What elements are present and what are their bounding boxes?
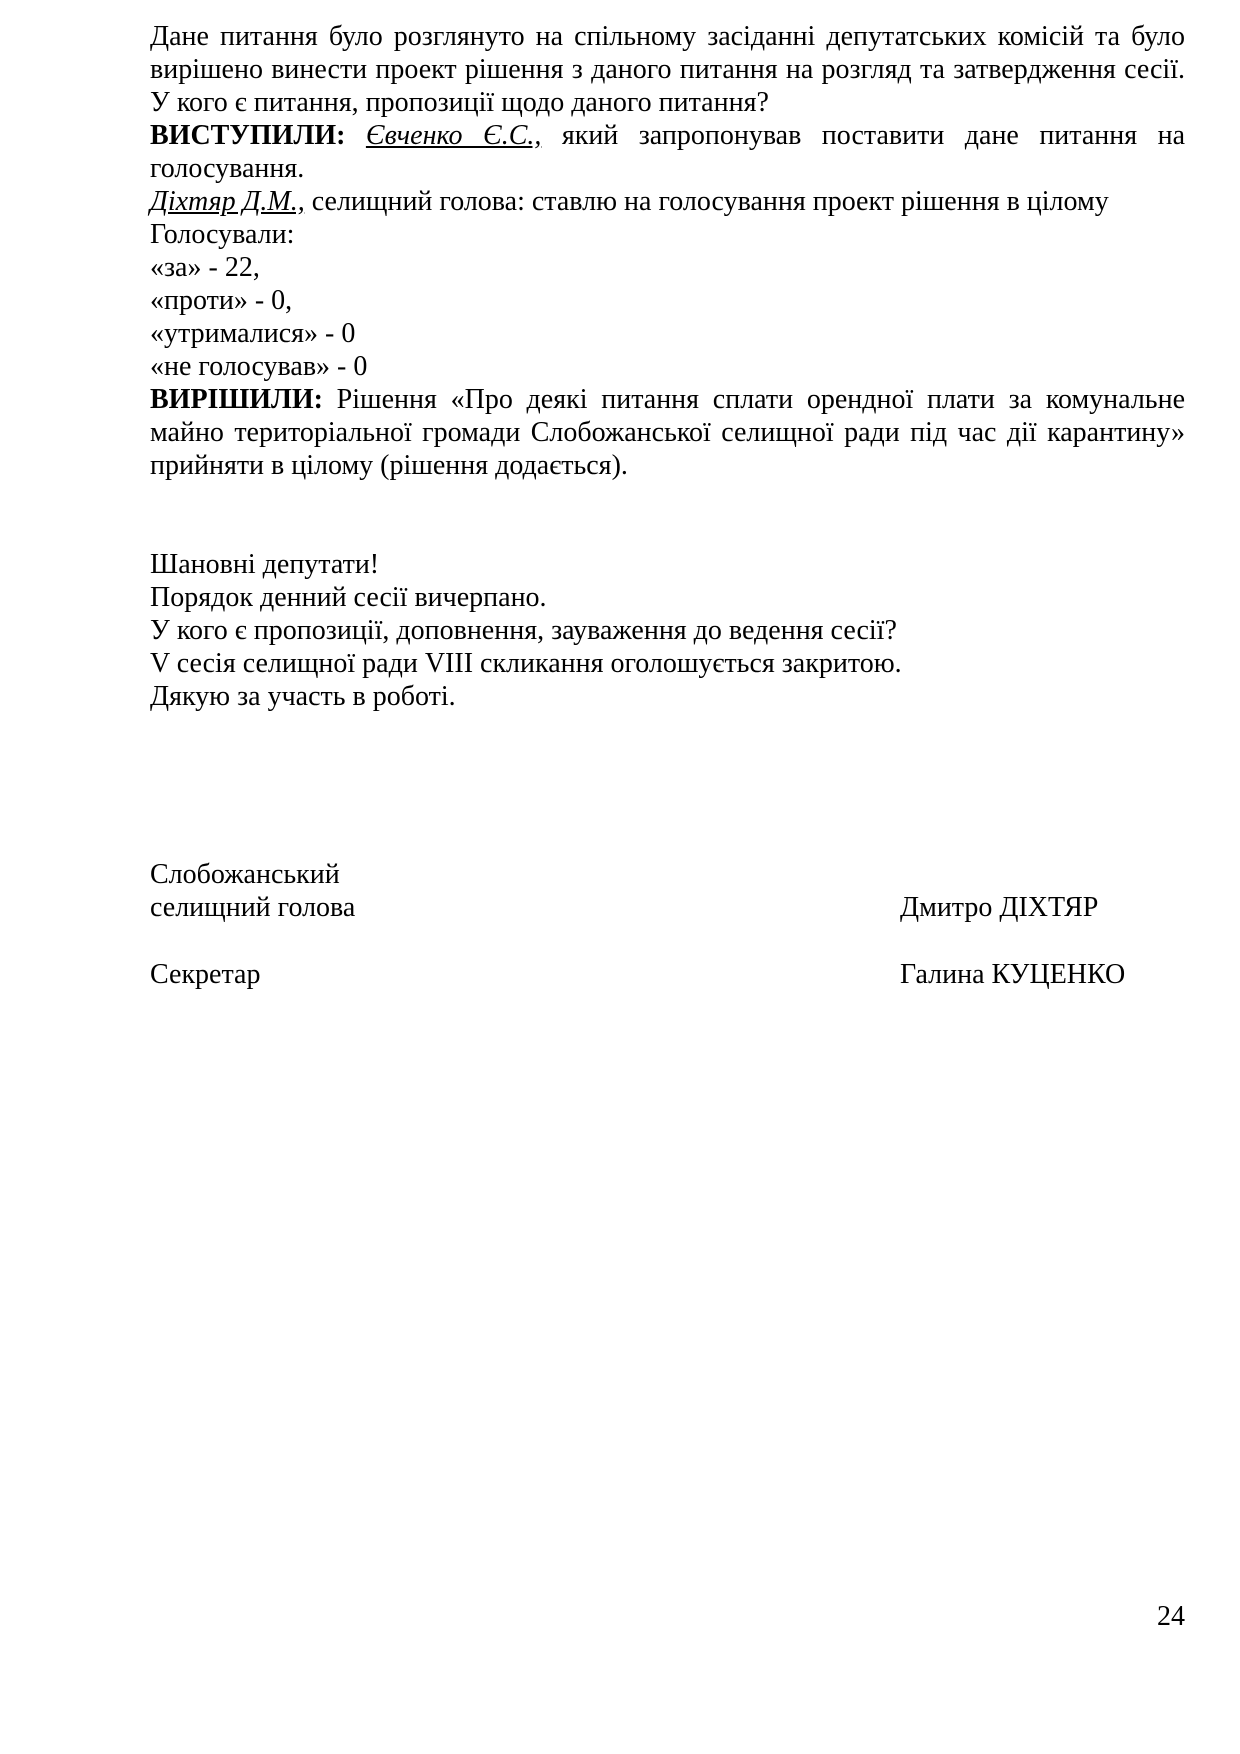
vote-heading: Голосували: — [150, 219, 295, 250]
spoke-paragraph — [150, 119, 1185, 185]
spoke-speaker: Євченко Є.С., — [365, 120, 542, 151]
document-body — [150, 20, 1185, 713]
intro-paragraph: Дане питання було розглянуто на спільному засіданні депутатських комісій та було вирішено винести проект рішення з даного питання на розгляд та затвердження сесії. У кого є питання, пропозиції щодо даного питання? — [150, 21, 1185, 118]
vote-abstained: «утрималися» - 0 — [150, 318, 356, 349]
decided-text: Рішення «Про деякі питання сплати орендної плати за комунальне майно територіальної громади Слобожанської селищної ради під час дії карантину» прийняти в цілому (рішення додається). — [150, 384, 1185, 481]
chair-line — [150, 185, 1185, 218]
spacer — [150, 482, 1185, 548]
secretary-title: Секретар — [150, 959, 261, 990]
spoke-text: який запропонував поставити дане питання на голосування. — [150, 120, 1186, 184]
spoke-label: ВИСТУПИЛИ: — [150, 120, 346, 151]
secretary-name: Галина КУЦЕНКО — [900, 959, 1126, 990]
chair-text: селищний голова: ставлю на голосування проект рішення в цілому — [304, 186, 1109, 217]
vote-not-voted: «не голосував» - 0 — [150, 351, 368, 382]
closing-session-closed: V сесія селищної ради VIII скликання оголошується закритою. — [150, 648, 902, 679]
decided-paragraph — [150, 383, 1185, 482]
head-title-line2: селищний голова — [150, 892, 356, 923]
head-name: Дмитро ДІХТЯР — [900, 892, 1099, 923]
closing-greeting: Шановні депутати! — [150, 549, 380, 580]
head-title-line1: Слобожанський — [150, 859, 340, 890]
closing-question: У кого є пропозиції, доповнення, зауваження до ведення сесії? — [150, 615, 897, 646]
page-number: 24 — [1157, 1601, 1185, 1632]
head-signature-row — [150, 858, 1185, 924]
head-title — [150, 858, 355, 924]
closing-thanks: Дякую за участь в роботі. — [150, 681, 456, 712]
vote-for: «за» - 22, — [150, 252, 260, 283]
closing-agenda-done: Порядок денний сесії вичерпано. — [150, 582, 547, 613]
chair-speaker: Діхтяр Д.М., — [150, 186, 305, 217]
closing-block — [150, 548, 1185, 713]
secretary-signature-row — [150, 958, 1185, 991]
decided-label: ВИРІШИЛИ: — [150, 384, 323, 415]
vote-against: «проти» - 0, — [150, 285, 293, 316]
